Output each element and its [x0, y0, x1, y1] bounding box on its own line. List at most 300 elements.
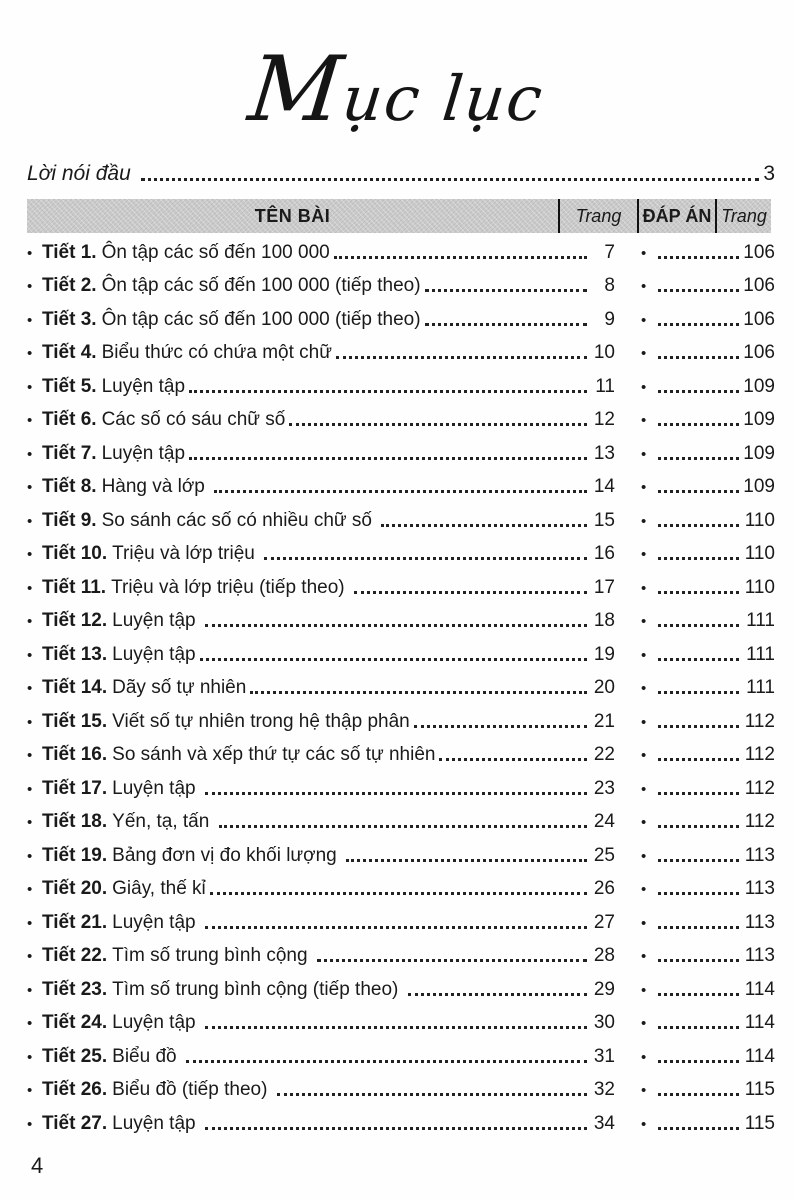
lesson-title: Luyện tập — [112, 911, 201, 933]
answer-dots-leader — [658, 524, 739, 527]
lesson-page-number: 24 — [593, 811, 615, 832]
answer-cell — [615, 779, 775, 798]
lesson-page-number: 16 — [593, 543, 615, 564]
table-row — [27, 636, 775, 670]
answer-page-number: 113 — [744, 878, 775, 899]
table-row — [27, 737, 775, 771]
lesson-page-number: 10 — [593, 342, 615, 363]
table-row — [27, 1072, 775, 1106]
dots-leader — [205, 1127, 587, 1130]
answer-bullet-icon: • — [641, 412, 647, 429]
dots-leader — [205, 792, 587, 795]
lesson-title: Giây, thế kỉ — [112, 878, 206, 899]
answer-cell — [615, 980, 775, 999]
answer-bullet-icon: • — [641, 713, 647, 731]
answer-dots-leader — [658, 323, 739, 326]
answer-cell — [615, 846, 775, 865]
page-title-text: Mục lục — [244, 38, 548, 142]
answer-dots-leader — [658, 390, 739, 393]
answer-cell — [615, 611, 775, 630]
bullet-icon: • — [27, 713, 33, 731]
bullet-icon: • — [27, 646, 33, 664]
table-row — [27, 904, 775, 938]
lesson-page-number: 17 — [593, 576, 615, 598]
lesson-label: Tiết 26. — [42, 1079, 108, 1100]
lesson-title: Biểu đồ (tiếp theo) — [112, 1079, 273, 1100]
lesson-label: Tiết 2. — [42, 275, 97, 296]
answer-page-number: 110 — [744, 576, 775, 598]
answer-dots-leader — [658, 356, 739, 359]
lesson-label: Tiết 14. — [42, 677, 108, 698]
lesson-title: Luyện tập — [101, 375, 186, 397]
answer-bullet-icon: • — [641, 278, 647, 295]
answer-dots-leader — [658, 457, 739, 460]
answer-page-number: 109 — [743, 476, 775, 497]
dots-leader — [200, 658, 587, 661]
lesson-cell — [27, 745, 615, 764]
bullet-icon: • — [27, 948, 33, 965]
answer-bullet-icon: • — [641, 546, 647, 563]
lesson-label: Tiết 25. — [42, 1045, 108, 1067]
bullet-icon: • — [27, 1048, 33, 1066]
lesson-page-number: 30 — [593, 1012, 615, 1033]
bullet-icon: • — [27, 1082, 33, 1099]
table-row — [27, 435, 775, 469]
lesson-page-number: 21 — [593, 710, 615, 732]
answer-cell — [615, 1114, 775, 1133]
bullet-icon: • — [27, 479, 33, 496]
lesson-page-number: 8 — [604, 275, 615, 296]
dots-leader — [214, 490, 587, 493]
preface-dots-leader — [141, 178, 759, 181]
toc-rows — [27, 234, 775, 1139]
lesson-cell — [27, 276, 615, 295]
bullet-icon: • — [27, 914, 33, 932]
lesson-title: Luyện tập — [101, 442, 186, 464]
lesson-cell — [27, 645, 615, 664]
answer-page-number: 115 — [744, 1079, 775, 1100]
preface-label: Lời nói đầu — [27, 162, 137, 185]
answer-cell — [615, 678, 775, 697]
lesson-label: Tiết 20. — [42, 878, 108, 899]
bullet-icon: • — [27, 546, 33, 563]
lesson-page-number: 7 — [604, 241, 615, 263]
bullet-icon: • — [27, 1115, 33, 1133]
lesson-label: Tiết 18. — [42, 811, 108, 832]
lesson-cell — [27, 712, 615, 731]
answer-dots-leader — [658, 859, 739, 862]
answer-page-number: 110 — [744, 509, 775, 531]
dots-leader — [354, 591, 587, 594]
table-row — [27, 938, 775, 972]
answer-cell — [615, 1013, 775, 1032]
lesson-label: Tiết 24. — [42, 1012, 108, 1033]
answer-bullet-icon: • — [641, 780, 647, 798]
answer-bullet-icon: • — [641, 311, 647, 329]
dots-leader — [186, 1060, 587, 1063]
table-row — [27, 1105, 775, 1139]
lesson-title: Triệu và lớp triệu — [112, 543, 261, 564]
bullet-icon: • — [27, 412, 33, 429]
bullet-icon: • — [27, 780, 33, 798]
lesson-label: Tiết 15. — [42, 710, 108, 732]
answer-page-number: 111 — [746, 643, 775, 665]
bullet-icon: • — [27, 1015, 33, 1032]
dots-leader — [277, 1093, 587, 1096]
dots-leader — [189, 457, 587, 460]
lesson-title: So sánh các số có nhiều chữ số — [101, 509, 378, 531]
answer-cell — [615, 477, 775, 496]
answer-page-number: 112 — [744, 710, 775, 732]
page-title — [0, 38, 794, 142]
lesson-page-number: 29 — [593, 978, 615, 1000]
lesson-cell — [27, 846, 615, 865]
header-cell-trang-1: Trang — [558, 199, 637, 233]
answer-dots-leader — [658, 1127, 739, 1130]
bullet-icon: • — [27, 445, 33, 463]
lesson-cell — [27, 812, 615, 831]
lesson-title: Luyện tập — [112, 1012, 201, 1033]
bullet-icon: • — [27, 378, 33, 396]
bullet-icon: • — [27, 345, 33, 362]
table-row — [27, 469, 775, 503]
lesson-title: Viết số tự nhiên trong hệ thập phân — [112, 710, 410, 732]
preface-page-number: 3 — [763, 162, 775, 185]
answer-bullet-icon: • — [641, 244, 647, 262]
table-row — [27, 502, 775, 536]
answer-cell — [615, 444, 775, 463]
lesson-cell — [27, 779, 615, 798]
answer-cell — [615, 812, 775, 831]
table-row — [27, 335, 775, 369]
lesson-label: Tiết 13. — [42, 643, 108, 665]
answer-bullet-icon: • — [641, 1048, 647, 1066]
bullet-icon: • — [27, 311, 33, 329]
answer-bullet-icon: • — [641, 613, 647, 630]
lesson-page-number: 34 — [593, 1112, 615, 1134]
answer-bullet-icon: • — [641, 378, 647, 396]
dots-leader — [250, 691, 587, 694]
lesson-title: Yến, tạ, tấn — [112, 811, 215, 832]
answer-page-number: 115 — [744, 1112, 775, 1134]
lesson-page-number: 12 — [593, 409, 615, 430]
dots-leader — [414, 725, 587, 728]
answer-page-number: 113 — [744, 911, 775, 933]
lesson-label: Tiết 21. — [42, 911, 108, 933]
answer-dots-leader — [658, 1093, 739, 1096]
lesson-cell — [27, 1013, 615, 1032]
dots-leader — [439, 758, 587, 761]
answer-dots-leader — [658, 557, 739, 560]
lesson-title: Bảng đơn vị đo khối lượng — [112, 844, 343, 866]
header-cell-ten-bai: TÊN BÀI — [254, 205, 331, 226]
table-row — [27, 1005, 775, 1039]
answer-cell — [615, 377, 775, 396]
answer-page-number: 111 — [746, 677, 775, 698]
answer-cell — [615, 343, 775, 362]
lesson-page-number: 19 — [593, 643, 615, 665]
lesson-label: Tiết 10. — [42, 543, 108, 564]
lesson-label: Tiết 5. — [42, 375, 97, 397]
lesson-page-number: 28 — [593, 945, 615, 966]
lesson-title: Luyện tập — [112, 1112, 201, 1134]
answer-cell — [615, 913, 775, 932]
lesson-label: Tiết 11. — [42, 576, 107, 598]
answer-dots-leader — [658, 892, 739, 895]
answer-page-number: 106 — [743, 275, 775, 296]
lesson-cell — [27, 611, 615, 630]
answer-dots-leader — [658, 792, 739, 795]
answer-dots-leader — [658, 490, 739, 493]
answer-bullet-icon: • — [641, 445, 647, 463]
table-row — [27, 268, 775, 302]
lesson-cell — [27, 444, 615, 463]
lesson-label: Tiết 22. — [42, 945, 108, 966]
answer-dots-leader — [658, 256, 739, 259]
lesson-title: Luyện tập — [112, 643, 196, 665]
lesson-label: Tiết 19. — [42, 844, 108, 866]
dots-leader — [205, 624, 587, 627]
answer-cell — [615, 745, 775, 764]
answer-page-number: 113 — [744, 844, 775, 866]
answer-cell — [615, 1047, 775, 1066]
dots-leader — [346, 859, 587, 862]
lesson-label: Tiết 4. — [42, 342, 97, 363]
answer-bullet-icon: • — [641, 914, 647, 932]
answer-dots-leader — [658, 658, 739, 661]
answer-bullet-icon: • — [641, 680, 647, 697]
lesson-label: Tiết 1. — [42, 241, 97, 263]
lesson-title: Hàng và lớp — [101, 476, 211, 497]
answer-cell — [615, 310, 775, 329]
header-cell-dap-an: ĐÁP ÁN — [637, 199, 715, 233]
dots-leader — [289, 423, 587, 426]
answer-page-number: 114 — [744, 1012, 775, 1033]
lesson-label: Tiết 23. — [42, 978, 108, 1000]
answer-bullet-icon: • — [641, 479, 647, 496]
lesson-page-number: 32 — [593, 1079, 615, 1100]
lesson-label: Tiết 27. — [42, 1112, 108, 1134]
lesson-title: So sánh và xếp thứ tự các số tự nhiên — [112, 744, 436, 765]
lesson-cell — [27, 410, 615, 429]
table-row — [27, 1038, 775, 1072]
table-row — [27, 536, 775, 570]
dots-leader — [219, 825, 587, 828]
answer-cell — [615, 410, 775, 429]
dots-leader — [264, 557, 587, 560]
lesson-page-number: 14 — [593, 476, 615, 497]
lesson-cell — [27, 343, 615, 362]
lesson-page-number: 26 — [593, 878, 615, 899]
toc-header — [27, 199, 771, 233]
lesson-cell — [27, 1047, 615, 1066]
answer-bullet-icon: • — [641, 1015, 647, 1032]
answer-bullet-icon: • — [641, 747, 647, 764]
lesson-label: Tiết 17. — [42, 777, 108, 799]
lesson-label: Tiết 7. — [42, 442, 97, 464]
answer-bullet-icon: • — [641, 345, 647, 362]
dots-leader — [334, 256, 587, 259]
bullet-icon: • — [27, 847, 33, 865]
lesson-cell — [27, 578, 615, 597]
answer-cell — [615, 276, 775, 295]
bullet-icon: • — [27, 278, 33, 295]
answer-page-number: 106 — [743, 342, 775, 363]
bullet-icon: • — [27, 613, 33, 630]
lesson-cell — [27, 310, 615, 329]
answer-dots-leader — [658, 926, 739, 929]
lesson-cell — [27, 946, 615, 965]
answer-page-number: 109 — [743, 409, 775, 430]
table-row — [27, 569, 775, 603]
lesson-cell — [27, 544, 615, 563]
answer-cell — [615, 511, 775, 530]
lesson-page-number: 9 — [604, 308, 615, 330]
lesson-cell — [27, 678, 615, 697]
lesson-cell — [27, 879, 615, 898]
answer-page-number: 112 — [744, 744, 775, 765]
answer-bullet-icon: • — [641, 646, 647, 664]
answer-dots-leader — [658, 691, 739, 694]
dots-leader — [205, 926, 587, 929]
lesson-page-number: 20 — [593, 677, 615, 698]
lesson-title: Tìm số trung bình cộng — [112, 945, 313, 966]
bullet-icon: • — [27, 512, 33, 530]
header-cell-trang-2: Trang — [715, 199, 771, 233]
answer-page-number: 112 — [744, 811, 775, 832]
lesson-label: Tiết 3. — [42, 308, 97, 330]
answer-bullet-icon: • — [641, 981, 647, 999]
table-row — [27, 770, 775, 804]
lesson-label: Tiết 9. — [42, 509, 97, 531]
answer-dots-leader — [658, 289, 739, 292]
lesson-label: Tiết 8. — [42, 476, 97, 497]
lesson-page-number: 15 — [593, 509, 615, 531]
lesson-title: Biểu thức có chứa một chữ — [101, 342, 332, 363]
answer-dots-leader — [658, 959, 739, 962]
bullet-icon: • — [27, 244, 33, 262]
dots-leader — [425, 289, 587, 292]
lesson-title: Triệu và lớp triệu (tiếp theo) — [111, 576, 350, 598]
dots-leader — [408, 993, 587, 996]
table-row — [27, 368, 775, 402]
dots-leader — [210, 892, 587, 895]
dots-leader — [425, 323, 587, 326]
lesson-title: Ôn tập các số đến 100 000 (tiếp theo) — [101, 308, 421, 330]
lesson-cell — [27, 243, 615, 262]
lesson-title: Luyện tập — [112, 777, 201, 799]
answer-cell — [615, 578, 775, 597]
answer-dots-leader — [658, 423, 739, 426]
lesson-title: Tìm số trung bình cộng (tiếp theo) — [112, 978, 404, 1000]
lesson-label: Tiết 6. — [42, 409, 97, 430]
answer-cell — [615, 544, 775, 563]
dots-leader — [205, 1026, 587, 1029]
lesson-cell — [27, 913, 615, 932]
lesson-page-number: 18 — [593, 610, 615, 631]
page-number-footer: 4 — [31, 1153, 44, 1178]
answer-page-number: 110 — [744, 543, 775, 564]
answer-cell — [615, 645, 775, 664]
lesson-title: Dãy số tự nhiên — [112, 677, 247, 698]
table-row — [27, 804, 775, 838]
table-row — [27, 971, 775, 1005]
answer-dots-leader — [658, 758, 739, 761]
lesson-label: Tiết 12. — [42, 610, 108, 631]
answer-dots-leader — [658, 591, 739, 594]
answer-dots-leader — [658, 825, 739, 828]
answer-page-number: 109 — [743, 375, 775, 397]
answer-bullet-icon: • — [641, 1082, 647, 1099]
lesson-cell — [27, 511, 615, 530]
answer-cell — [615, 946, 775, 965]
lesson-title: Biểu đồ — [112, 1045, 182, 1067]
answer-cell — [615, 243, 775, 262]
table-row — [27, 234, 775, 268]
answer-cell — [615, 879, 775, 898]
lesson-page-number: 25 — [593, 844, 615, 866]
answer-bullet-icon: • — [641, 1115, 647, 1133]
answer-dots-leader — [658, 624, 739, 627]
answer-bullet-icon: • — [641, 847, 647, 865]
answer-bullet-icon: • — [641, 814, 647, 831]
answer-bullet-icon: • — [641, 579, 647, 597]
lesson-page-number: 11 — [595, 375, 615, 397]
lesson-page-number: 23 — [593, 777, 615, 799]
bullet-icon: • — [27, 747, 33, 764]
answer-bullet-icon: • — [641, 948, 647, 965]
answer-page-number: 109 — [743, 442, 775, 464]
lesson-page-number: 13 — [593, 442, 615, 464]
answer-page-number: 114 — [744, 1045, 775, 1067]
dots-leader — [381, 524, 587, 527]
lesson-page-number: 27 — [593, 911, 615, 933]
answer-dots-leader — [658, 993, 739, 996]
table-row — [27, 402, 775, 436]
table-row — [27, 837, 775, 871]
lesson-page-number: 22 — [593, 744, 615, 765]
preface-row — [27, 156, 775, 186]
answer-page-number: 112 — [744, 777, 775, 799]
answer-dots-leader — [658, 1060, 739, 1063]
table-row — [27, 703, 775, 737]
lesson-title: Ôn tập các số đến 100 000 (tiếp theo) — [101, 275, 421, 296]
dots-leader — [336, 356, 587, 359]
lesson-title: Các số có sáu chữ số — [101, 409, 286, 430]
table-row — [27, 871, 775, 905]
table-row — [27, 603, 775, 637]
dots-leader — [317, 959, 587, 962]
answer-page-number: 111 — [746, 610, 775, 631]
lesson-cell — [27, 980, 615, 999]
bullet-icon: • — [27, 814, 33, 831]
lesson-page-number: 31 — [593, 1045, 615, 1067]
answer-page-number: 114 — [744, 978, 775, 1000]
lesson-cell — [27, 1080, 615, 1099]
lesson-title: Luyện tập — [112, 610, 201, 631]
lesson-title: Ôn tập các số đến 100 000 — [101, 241, 330, 263]
table-row — [27, 301, 775, 335]
table-row — [27, 670, 775, 704]
lesson-cell — [27, 477, 615, 496]
answer-page-number: 106 — [743, 241, 775, 263]
answer-bullet-icon: • — [641, 512, 647, 530]
answer-page-number: 106 — [743, 308, 775, 330]
answer-dots-leader — [658, 725, 739, 728]
bullet-icon: • — [27, 680, 33, 697]
answer-page-number: 113 — [744, 945, 775, 966]
answer-cell — [615, 712, 775, 731]
